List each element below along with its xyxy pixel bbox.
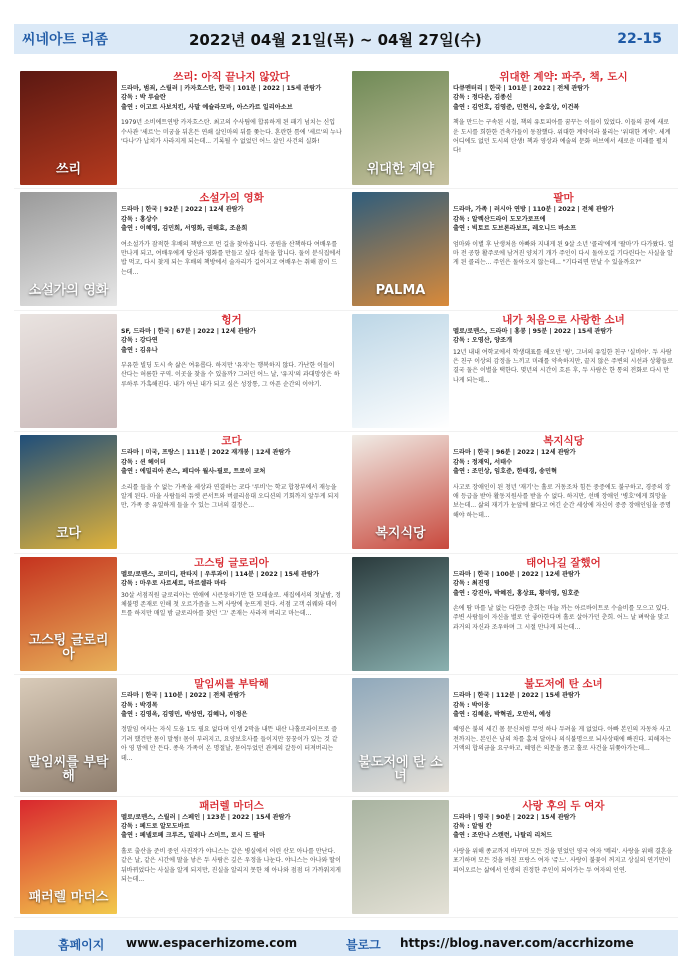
poster-title-text: 쓰리: [55, 161, 82, 177]
film-poster: [352, 314, 449, 428]
poster-title-text: PALMA: [375, 283, 426, 299]
film-poster: [352, 71, 449, 185]
film-director: 감독 : 션 헤이더: [121, 458, 166, 466]
film-director: 감독 : 정다운, 김종신: [453, 94, 513, 102]
film-title: 고스팅 글로리아: [194, 556, 269, 569]
film-info: [453, 313, 674, 429]
film-card: [346, 432, 678, 553]
film-director: 감독 : 알림 칸: [453, 822, 492, 830]
film-poster: [352, 192, 449, 306]
film-director: 감독 : 박 루슬란: [121, 94, 166, 102]
film-director: 감독 : 박경목: [121, 701, 158, 709]
film-genre-line: SF, 드라마 | 한국 | 67분 | 2022 | 12세 관람가: [121, 327, 256, 335]
film-card: [346, 797, 678, 918]
film-synopsis: 정말임 여사는 자식 도움 1도 필요 없다며 인생 2막을 내뜬 내산 나홀로라이프로 즐기려 했건만 몸이 말썽! 몸이 부러지고, 요양보호사를 들이지만 꿍꿍이가 있는 것 같아 영 맘에 안 든다. 종욱 가족이 온 명절날, 묻어두었던 관계의 갈등이 터져버리는데...: [121, 726, 338, 762]
film-poster: [20, 314, 117, 428]
film-cast: 출연 : 김언호, 김영준, 민현식, 승효상, 이건복: [453, 103, 580, 111]
issue-number: 22-15: [617, 31, 662, 47]
film-synopsis: 소리를 들을 수 없는 가족을 세상과 연결하는 코다 '루비'는 학교 합창부에서 재능을 알게 된다. 마을 사람들의 듀엣 콘서트와 버클리음대 오디션의 기회까지 앞두게 되지만, 가족 중 유일하게 들을 수 있는 그녀의 결정은...: [121, 483, 340, 510]
homepage-label: 홈페이지: [58, 938, 105, 952]
film-card: [14, 189, 346, 310]
homepage-link[interactable]: www.espacerhizome.com: [126, 936, 298, 950]
film-card: [14, 68, 346, 189]
film-title: 내가 처음으로 사랑한 소녀: [502, 313, 625, 326]
film-genre-line: 멜로/로맨스, 스릴러 | 스페인 | 123분 | 2022 | 15세 관람가: [121, 813, 291, 821]
film-info: [121, 556, 342, 672]
film-synopsis: 1979년 소비에트연방 카자흐스탄. 최고의 수사팀에 합류하게 된 패기 넘치는 신입 수사관 '세르'는 미궁을 뒤흔든 연쇄 살인마의 뒤를 쫓는다. 혼란한 틈에 '세르'의 누나 '다나'가 납치가 사라지게 되는데... 기록될 수 없었던 어느 살인 사건의 실화!: [121, 119, 342, 146]
film-synopsis: 30살 서점직원 글로리아는 연애에 시큰둥하기만 한 모태솔로. 새집에서의 첫날밤, 정체불명 존재로 인해 첫 오르가즘을 느껴 사랑에 눈뜨게 된다. 서점 고객 쉬웨와 데이트를 하지만 매일 밤 글로리아를 찾던 '그' 존재는 사라져 버리고 마는데...: [121, 591, 341, 618]
poster-title-text: 고스팅 글로리아: [28, 633, 109, 663]
film-card: [14, 797, 346, 918]
film-synopsis: 사랑을 위해 종교까지 바꾸며 모든 것을 믿었던 영국 여자 '메리'. 사랑을 위해 결혼을 포기하며 모든 것을 바친 프랑스 여자 '쥬느'. 사랑이 불꽃이 꺼지고 상실의 연기만이 피어오르는 삶에서 인생의 진정한 주인이 되어가는 두 여자의 인연.: [453, 847, 673, 874]
film-info: [453, 799, 674, 915]
newsletter-header: [14, 24, 678, 54]
film-director: 감독 : 알렉산드라이 도모가로프에: [453, 215, 546, 223]
film-synopsis: 12년 내내 여학교에서 학생대표를 해오던 '윙', 그녀의 유일한 친구 '실비아'. 두 사람은 친구 이상의 감정을 느끼고 미래를 약속하지만, 끝지 않은 주변의 시선과 상황들로 결국 둘은 이별을 택한다. 몇년의 시간이 흐른 후, 두 사람은 한 통의 전화로 다시 만나게 되는데...: [453, 348, 673, 384]
schedule-dates: 2022년 04월 21일(목) ~ 04월 27일(수): [189, 30, 482, 49]
film-info: [121, 191, 342, 307]
film-card: [14, 432, 346, 553]
film-poster: [20, 800, 117, 914]
film-synopsis: 손에 땀 마를 날 없는 다한증 춘희는 마늘 까는 아르바이트로 수술비를 모으고 있다. 주변 사람들이 자신을 별로 안 좋아한다며 홀로 살아가던 춘희. 어느 날 벼락을 맞고 과거의 자신과 조우하며 그 시절 만나게 되는데...: [453, 604, 670, 631]
film-cast: 출연 : 페넬로페 크루즈, 밀레나 스미트, 로시 드 팔마: [121, 832, 265, 840]
contact-footer: [14, 930, 678, 956]
film-director: 감독 : 오영산, 양조개: [453, 337, 513, 345]
film-card: [14, 311, 346, 432]
film-title: 패러렐 마더스: [199, 799, 264, 812]
film-info: [453, 70, 674, 186]
film-genre-line: 다큐멘터리 | 한국 | 101분 | 2022 | 전체 관람가: [453, 85, 590, 92]
film-poster: [20, 678, 117, 792]
film-genre-line: 드라마 | 한국 | 96분 | 2022 | 12세 관람가: [453, 449, 576, 457]
film-director: 감독 : 최진영: [453, 580, 490, 588]
film-card: [14, 554, 346, 675]
film-info: [121, 70, 342, 186]
film-cast: 출연 : 에밀리아 존스, 페디아 월사-필로, 트로이 코처: [121, 468, 266, 476]
cinema-name: 씨네아트 리좀: [22, 32, 109, 48]
film-grid: [14, 68, 678, 918]
blog-link[interactable]: https://blog.naver.com/accrhizome: [400, 936, 634, 950]
film-info: [121, 677, 342, 793]
film-title: 위대한 계약: 파주, 책, 도시: [499, 71, 628, 83]
film-info: [453, 556, 674, 672]
film-card: [346, 554, 678, 675]
film-cast: 출연 : 빅토르 도브론라보프, 레오니드 바소프: [453, 225, 577, 233]
poster-title-text: 위대한 계약: [366, 161, 435, 177]
film-genre-line: 드라마 | 영국 | 90분 | 2022 | 15세 관람가: [453, 813, 576, 821]
film-director: 감독 : 강다연: [121, 337, 158, 345]
film-card: [346, 311, 678, 432]
film-title: 소설가의 영화: [199, 192, 264, 205]
film-poster: [20, 192, 117, 306]
blog-label: 블로그: [346, 938, 381, 952]
film-genre-line: 드라마 | 미국, 프랑스 | 111분 | 2022 재개봉 | 12세 관람가: [121, 449, 291, 457]
film-cast: 출연 : 김혜윤, 박혁권, 오만석, 예성: [453, 710, 551, 718]
film-genre-line: 드라마 | 한국 | 110분 | 2022 | 전체 관람가: [121, 692, 246, 700]
film-genre-line: 드라마, 범죄, 스릴러 | 카자흐스탄, 한국 | 101분 | 2022 | 15세 관람가: [121, 85, 322, 92]
film-cast: 출연 : 강진아, 박혜진, 홍상표, 황미영, 임호준: [453, 589, 580, 597]
film-cast: 출연 : 조안나 스캔런, 나탈리 리처드: [453, 832, 553, 840]
film-card: [346, 68, 678, 189]
film-info: [121, 434, 342, 550]
film-synopsis: 엄마와 이별 후 난생처음 아빠와 지내게 된 9살 소년 '콜리'에게 '팔마'가 다가왔다. 얼마 전 공항 활주로에 남겨진 양치기 개가 주인이 다시 돌아오길 기다린다는 사실을 알게 된 콜리는... 주인은 돌아오지 않는데... "기다리면 만날 수 있을까요?": [453, 240, 674, 267]
film-synopsis: 여소설가가 잠적한 후배의 책방으로 먼 길을 찾아옵니다. 공원을 산책하다 여배우를 만나게 되고, 여배우에게 당신과 영화를 만들고 싶다 설득을 합니다. 둘이 분식집에서 밥 먹고, 다시 찾게 되는 후배의 책방에서 술자리가 길어지고 여배우는 취해 잠이 드는데...: [121, 240, 341, 276]
poster-title-text: 말임씨를 부탁해: [28, 754, 109, 784]
film-cast: 출연 : 김영옥, 김영민, 박성연, 김혜나, 이정은: [121, 710, 248, 718]
film-poster: [352, 800, 449, 914]
film-title: 쓰리: 아직 끝나지 않았다: [173, 71, 290, 83]
film-cast: 출연 : 김유나: [121, 346, 158, 354]
film-synopsis: 부유한 빌딩 도시 속 삶은 여유롭다. 하지만 '유지'는 행복하지 않다. 가난한 이들이 산다는 허름한 구역. 이곳을 찾을 수 있을까? 그러던 어느 날, '유지'의 과대망상은 하루하루 가혹해진다. 내가 아닌 내가 되고 싶은 성장통, 그 아픈 순간의 이야기.: [121, 362, 340, 388]
poster-title-text: 복지식당: [375, 525, 426, 541]
film-synopsis: 혜영은 불의 세긴 몸 문신처럼 무엇 하나 두려울 게 없었다. 아빠 본인의 자동차 사고 전까지는. 본인은 남의 차를 훔쳐 달아나 의식불명으로 뇌사상태에 빠진다. 피해자는 거액의 합의금을 요구하고, 혜영은 의문을 품고 홀로 사건을 뒤쫓아가는데...: [453, 726, 672, 753]
film-genre-line: 멜로/로맨스, 드라마 | 홍콩 | 95분 | 2022 | 15세 관람가: [453, 327, 613, 335]
poster-title-text: 소설가의 영화: [28, 283, 109, 299]
film-info: [453, 191, 674, 307]
film-card: [14, 675, 346, 796]
film-poster: [352, 678, 449, 792]
film-cast: 출연 : 이고르 사보치킨, 사말 예슐라모바, 아스카르 일리아소브: [121, 103, 293, 111]
film-genre-line: 드라마 | 한국 | 112분 | 2022 | 15세 관람가: [453, 692, 580, 700]
film-title: 말임씨를 부탁해: [194, 678, 269, 691]
film-title: 코다: [221, 435, 242, 448]
film-poster: [20, 71, 117, 185]
film-title: 복지식당: [543, 435, 584, 448]
film-poster: [352, 435, 449, 549]
film-cast: 출연 : 이혜영, 김민희, 서영화, 권해효, 조윤희: [121, 225, 248, 233]
film-director: 감독 : 마우로 사르세르, 마르셀라 마타: [121, 580, 227, 588]
film-poster: [352, 557, 449, 671]
film-card: [346, 189, 678, 310]
film-director: 감독 : 박이웅: [453, 701, 490, 709]
film-director: 감독 : 정재익, 서태수: [453, 458, 513, 466]
film-genre-line: 드라마, 가족 | 러시아 연방 | 110분 | 2022 | 전체 관람가: [453, 206, 614, 214]
film-director: 감독 : 페드로 알모도바르: [121, 822, 190, 830]
film-synopsis: 사고로 장애인이 된 청년 '재기'는 홀로 거동조차 힘든 중증에도 불구하고, 경증의 장애 등급을 받아 활동지원사를 받을 수 없다. 하지만, 선배 장애인 '병호'에게 희망을 보는데... 삶의 재기가 눈앞에 왔다고 여긴 순간 세상에 자신이 중증 장애인임을 증명해야 하는데...: [453, 483, 671, 519]
film-poster: [20, 435, 117, 549]
film-info: [121, 799, 342, 915]
film-synopsis: 책을 만드는 구속된 시절, 책의 유토피아를 꿈꾸는 이들이 있었다. 이들의 꿈에 새로운 도시를 희한한 건축가들이 동참했다. 위대한 계약이라 불리는 '위대한 계약'. 세계 어디에도 없던 도시의 탄생! 책과 영상과 예술의 문화 허브에서 새로운 미래를 펼치다!: [453, 119, 671, 155]
film-title: 사랑 후의 두 여자: [522, 799, 605, 812]
film-title: 팔마: [553, 192, 574, 205]
film-title: 헝거: [221, 313, 242, 326]
film-poster: [20, 557, 117, 671]
film-genre-line: 드라마 | 한국 | 100분 | 2022 | 12세 관람가: [453, 570, 580, 578]
film-info: [121, 313, 342, 429]
film-director: 감독 : 홍상수: [121, 215, 158, 223]
film-genre-line: 드라마 | 한국 | 92분 | 2022 | 12세 관람가: [121, 206, 244, 214]
film-synopsis: 홀로 출산을 준비 중인 사진작가 야니스는 같은 병실에서 어린 산모 아나를 만난다. 같은 날, 같은 시간에 딸을 낳은 두 사람은 깊은 우정을 나눈다. 야니스는 아나와 딸이 뒤바뀌었다는 사실을 알게 되지만, 진실을 알리지 못한 채 아나와 점점 더 가까워지게 되는데...: [121, 847, 341, 883]
poster-title-text: 코다: [55, 525, 82, 541]
film-title: 불도저에 탄 소녀: [524, 678, 603, 691]
poster-title-text: 패러렐 마더스: [28, 890, 109, 906]
film-genre-line: 멜로/로맨스, 코미디, 판타지 | 우루과이 | 114분 | 2022 | 15세 관람가: [121, 570, 319, 578]
film-card: [346, 675, 678, 796]
film-title: 태어나길 잘했어: [526, 556, 601, 569]
film-info: [453, 434, 674, 550]
film-info: [453, 677, 674, 793]
poster-title-text: 불도저에 탄 소녀: [358, 754, 443, 784]
film-cast: 출연 : 조민상, 임호준, 한태경, 송민혁: [453, 468, 557, 476]
